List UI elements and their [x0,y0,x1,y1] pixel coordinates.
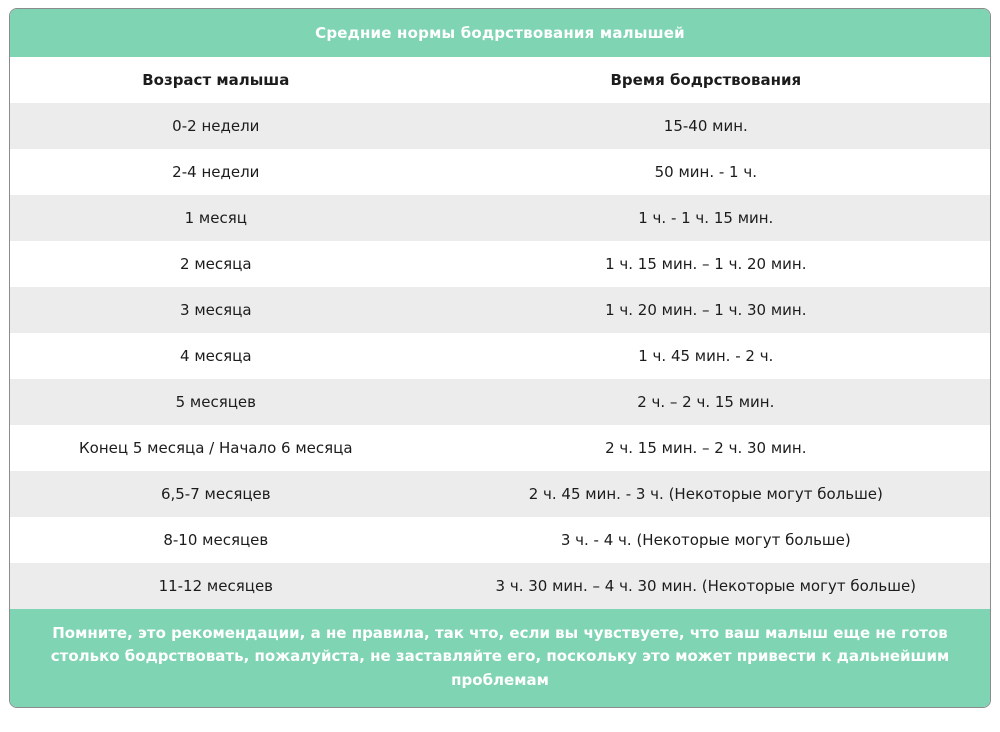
table-row [10,471,990,517]
time-cell: 1 ч. 45 мин. - 2 ч. [638,347,774,365]
age-cell: 2-4 недели [172,163,260,181]
age-cell: 6,5-7 месяцев [160,485,271,503]
time-cell: 2 ч. 15 мин. – 2 ч. 30 мин. [605,439,807,457]
table-row [10,241,990,287]
footer-note: Помните, это рекомендации, а не правила, так что, если вы чувствуете, что ваш малыш еще не готов столько бодрствовать, пожалуйста, не заставляйте его, поскольку это может привести к дальнейшим проблемам [10,609,990,707]
column-header-time: Время бодрствования [422,57,990,103]
age-cell: 11-12 месяцев [158,577,274,595]
age-cell: 0-2 недели [172,117,260,135]
age-cell: Конец 5 месяца / Начало 6 месяца [79,439,353,457]
age-cell: 8-10 месяцев [163,531,269,549]
age-cell: 1 месяц [184,209,247,227]
time-cell: 50 мин. - 1 ч. [654,163,757,181]
time-cell: 1 ч. 20 мин. – 1 ч. 30 мин. [605,301,807,319]
table-row [10,195,990,241]
table-row [10,563,990,609]
age-cell: 4 месяца [180,347,252,365]
table-row [10,379,990,425]
table-row [10,517,990,563]
table-body [10,103,990,609]
time-cell: 3 ч. - 4 ч. (Некоторые могут больше) [560,531,851,549]
time-cell: 2 ч. – 2 ч. 15 мин. [637,393,775,411]
column-header-age: Возраст малыша [10,57,422,103]
header-row [10,57,990,103]
table-row [10,103,990,149]
table-row [10,149,990,195]
time-cell: 1 ч. - 1 ч. 15 мин. [638,209,774,227]
age-cell: 5 месяцев [175,393,256,411]
time-cell: 1 ч. 15 мин. – 1 ч. 20 мин. [605,255,807,273]
time-cell: 3 ч. 30 мин. – 4 ч. 30 мин. (Некоторые могут больше) [495,577,917,595]
wakefulness-table [10,57,990,609]
table-row [10,287,990,333]
table-row [10,425,990,471]
table-title: Средние нормы бодрствования малышей [10,9,990,57]
wakefulness-table-card [9,8,991,708]
age-cell: 3 месяца [180,301,252,319]
age-cell: 2 месяца [180,255,252,273]
table-header [10,57,990,103]
time-cell: 2 ч. 45 мин. - 3 ч. (Некоторые могут больше) [528,485,883,503]
table-row [10,333,990,379]
time-cell: 15-40 мин. [663,117,748,135]
